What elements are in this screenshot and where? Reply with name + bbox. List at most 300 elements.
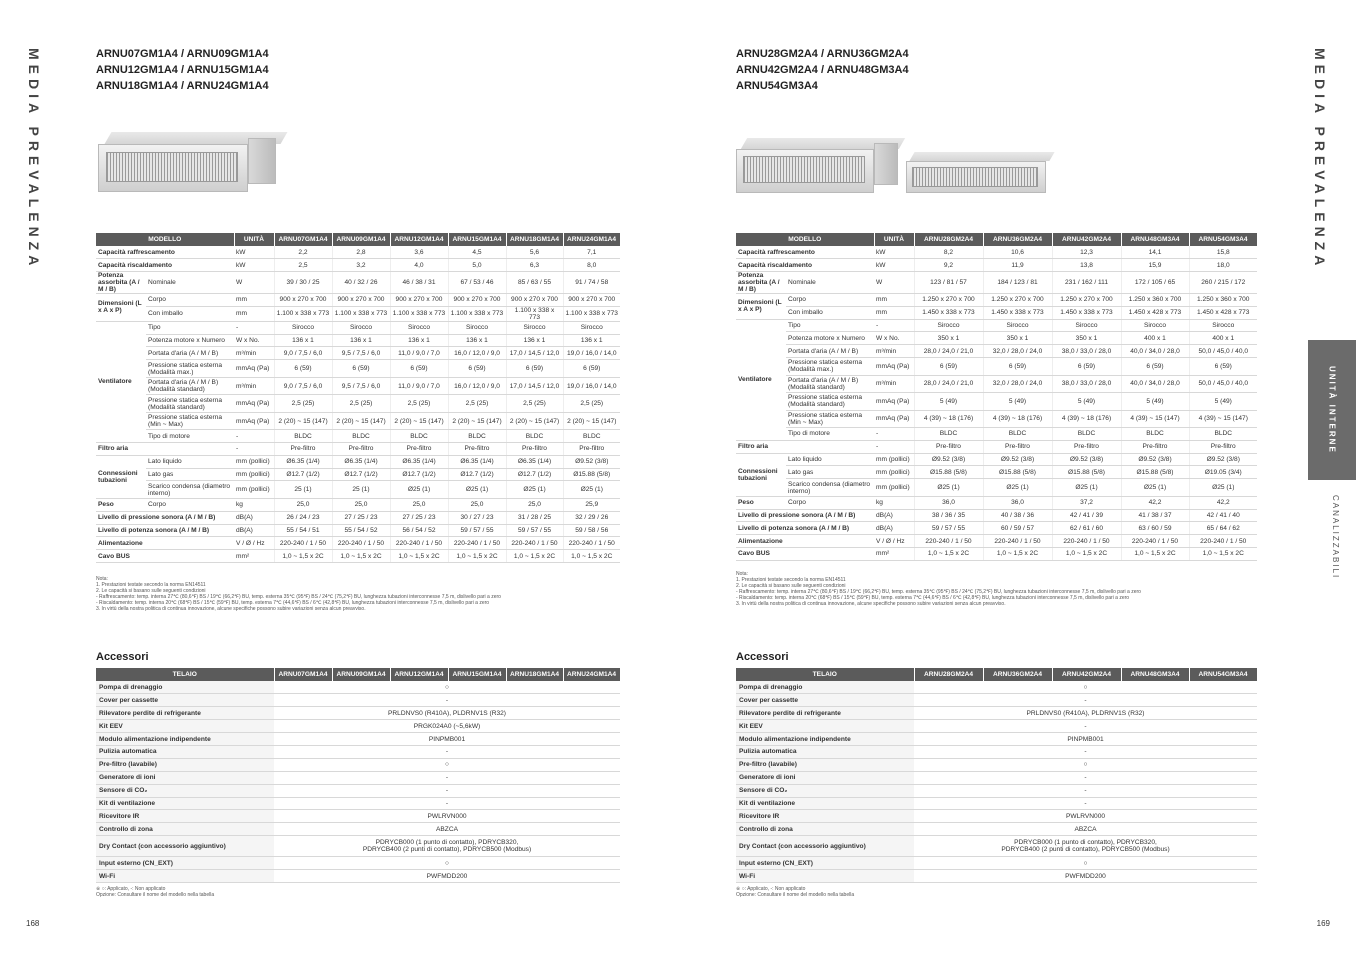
header-frame: TELAIO — [736, 668, 914, 681]
header-model-code: ARNU28GM2A4 — [914, 233, 983, 246]
spec-value: 26 / 24 / 23 — [274, 511, 332, 524]
spec-row — [96, 259, 620, 272]
spec-unit: kg — [874, 496, 914, 509]
spec-unit: mm² — [874, 547, 914, 560]
spec-sub: Nominale — [786, 272, 874, 294]
spec-value: 15,8 — [1189, 246, 1257, 259]
header-model-code: ARNU42GM2A4 — [1052, 668, 1121, 681]
spec-value: 9,2 — [914, 259, 983, 272]
spec-value: 91 / 74 / 58 — [563, 272, 620, 294]
spec-value: Ø15.88 (5/8) — [1121, 466, 1189, 479]
header-model: MODELLO — [96, 233, 234, 246]
spec-unit: mm — [234, 294, 274, 307]
spec-value: 2 (20) ~ 15 (147) — [506, 412, 563, 430]
spec-unit: mm (pollici) — [234, 455, 274, 468]
accessory-value: - — [914, 745, 1257, 758]
spec-value: Ø25 (1) — [1052, 479, 1121, 497]
spec-value: 2,5 (25) — [390, 395, 448, 413]
accessory-value: - — [914, 784, 1257, 797]
spec-value: 136 x 1 — [506, 334, 563, 347]
spec-value: 27 / 25 / 23 — [390, 511, 448, 524]
spec-value: Pre-filtro — [506, 443, 563, 456]
accessory-name: Cover per cassette — [96, 694, 274, 707]
accessory-name: Kit EEV — [736, 720, 914, 733]
note-line: Opzione: Consultare il nome del modello nella tabella — [96, 892, 215, 898]
model-line: ARNU12GM1A4 / ARNU15GM1A4 — [96, 64, 269, 76]
spec-value: 6 (59) — [274, 360, 332, 378]
spec-unit: m³/min — [234, 347, 274, 360]
spec-value: 40 / 38 / 36 — [983, 509, 1052, 522]
spec-value: Sirocco — [1121, 319, 1189, 332]
spec-row — [96, 395, 620, 413]
model-line: ARNU28GM2A4 / ARNU36GM2A4 — [736, 48, 909, 60]
spec-value: Ø12.7 (1/2) — [448, 468, 506, 481]
spec-sub: Lato liquido — [786, 453, 874, 466]
spec-unit: dB(A) — [874, 522, 914, 535]
spec-value: Sirocco — [332, 321, 390, 334]
spec-row — [96, 455, 620, 468]
note-line: - Riscaldamento: temp. interna 20℃ (68℉) BS / 15℃ (59℉) BU, temp. esterna 7℃ (44,6℉) BS / 6℃ (42,8℉) BU, lunghezza tubazioni interconnesse 7,5 m, dislivello pari a zero — [96, 600, 490, 606]
spec-value: 56 / 54 / 52 — [390, 524, 448, 537]
spec-value: 1.100 x 338 x 773 — [448, 306, 506, 321]
page-number: 169 — [1316, 919, 1330, 928]
accessories-title: Accessori — [96, 651, 149, 663]
spec-group: Peso — [736, 496, 786, 509]
spec-label: Livello di potenza sonora (A / M / B) — [736, 522, 874, 535]
spec-unit: mm (pollici) — [874, 466, 914, 479]
spec-value: 2,5 — [274, 259, 332, 272]
spec-value: 350 x 1 — [983, 332, 1052, 345]
spec-value: 30 / 27 / 23 — [448, 511, 506, 524]
accessory-name: Rilevatore perdite di refrigerante — [96, 707, 274, 720]
vertical-section-title: MEDIA PREVALENZA — [1312, 48, 1328, 271]
spec-value: 1,0 ~ 1,5 x 2C — [332, 550, 390, 563]
spec-row — [736, 522, 1257, 535]
accessory-value: ○ — [914, 758, 1257, 771]
spec-value: Ø12.7 (1/2) — [390, 468, 448, 481]
spec-value: 50,0 / 45,0 / 40,0 — [1189, 345, 1257, 358]
spec-unit: kW — [234, 246, 274, 259]
spec-row — [96, 443, 620, 456]
note-line: 1. Prestazioni testate secondo la norma EN14511 — [736, 577, 846, 583]
right-page — [678, 0, 1356, 959]
spec-value: 1.100 x 338 x 773 — [332, 306, 390, 321]
spec-value: BLDC — [983, 428, 1052, 441]
accessory-value: ABZCA — [914, 823, 1257, 836]
spec-value: 8,2 — [914, 246, 983, 259]
spec-group: Peso — [96, 498, 146, 511]
spec-unit: - — [874, 440, 914, 453]
accessory-row — [96, 745, 620, 758]
spec-value: Ø6.35 (1/4) — [390, 455, 448, 468]
spec-unit: kg — [234, 498, 274, 511]
spec-unit: - — [874, 428, 914, 441]
spec-sub: Nominale — [146, 272, 234, 294]
spec-value: Pre-filtro — [448, 443, 506, 456]
spec-sub: Pressione statica esterna (Min ~ Max) — [146, 412, 234, 430]
spec-sub: Portata d'aria (A / M / B) — [146, 347, 234, 360]
spec-label: Alimentazione — [736, 535, 874, 548]
spec-label: Alimentazione — [96, 537, 234, 550]
spec-row — [736, 306, 1257, 319]
header-model-code: ARNU24GM1A4 — [563, 668, 620, 681]
spec-value: Ø9.52 (3/8) — [1052, 453, 1121, 466]
accessory-value: - — [274, 797, 620, 810]
note-line: - Raffrescamento: temp. interna 27℃ (80,6℉) BS / 19℃ (66,2℉) BU, temp. esterna 35℃ (95℉) BS / 24℃ (75,2℉) BU, lunghezza tubazioni interconnesse 7,5 m, dislivello pari a zero — [736, 589, 1141, 595]
spec-value: 136 x 1 — [563, 334, 620, 347]
spec-group: Connessioni tubazioni — [736, 453, 786, 496]
spec-value: 19,0 / 16,0 / 14,0 — [563, 377, 620, 395]
accessory-row — [736, 733, 1257, 746]
spec-sub: Con imballo — [786, 306, 874, 319]
accessory-row — [736, 758, 1257, 771]
spec-value: Ø9.52 (3/8) — [1121, 453, 1189, 466]
spec-label: Livello di pressione sonora (A / M / B) — [736, 509, 874, 522]
spec-value: 60 / 59 / 57 — [983, 522, 1052, 535]
spec-unit: kW — [874, 246, 914, 259]
spec-unit: kW — [234, 259, 274, 272]
spec-value: Ø9.52 (3/8) — [1189, 453, 1257, 466]
spec-value: 2,5 (25) — [448, 395, 506, 413]
accessory-value: PINPMB001 — [914, 733, 1257, 746]
spec-sub: Corpo — [786, 294, 874, 307]
spec-row — [96, 306, 620, 321]
accessory-value: ○ — [274, 758, 620, 771]
spec-value: 1,0 ~ 1,5 x 2C — [274, 550, 332, 563]
spec-value: 16,0 / 12,0 / 9,0 — [448, 377, 506, 395]
spec-value: 184 / 123 / 81 — [983, 272, 1052, 294]
spec-value: 220-240 / 1 / 50 — [563, 537, 620, 550]
page-number: 168 — [26, 919, 40, 928]
spec-value: 400 x 1 — [1189, 332, 1257, 345]
spec-unit: mm — [874, 294, 914, 307]
spec-value: 6 (59) — [1052, 358, 1121, 376]
accessory-name: Kit di ventilazione — [736, 797, 914, 810]
spec-value: Pre-filtro — [914, 440, 983, 453]
accessories-legend — [736, 886, 854, 898]
spec-value: 9,0 / 7,5 / 6,0 — [274, 377, 332, 395]
spec-label: Cavo BUS — [96, 550, 234, 563]
accessory-value: - — [914, 771, 1257, 784]
accessory-row — [96, 784, 620, 797]
spec-label: Filtro aria — [96, 443, 234, 456]
accessory-row — [96, 857, 620, 870]
spec-sub: Lato gas — [146, 468, 234, 481]
accessory-name: Controllo di zona — [736, 823, 914, 836]
spec-value: Ø25 (1) — [1121, 479, 1189, 497]
accessory-row — [96, 771, 620, 784]
spec-value: Pre-filtro — [1189, 440, 1257, 453]
spec-row — [736, 496, 1257, 509]
spec-value: 1.100 x 338 x 773 — [563, 306, 620, 321]
spec-value: 2 (20) ~ 15 (147) — [274, 412, 332, 430]
spec-value: 59 / 57 / 55 — [914, 522, 983, 535]
accessory-value: ABZCA — [274, 823, 620, 836]
spec-value: 3,2 — [332, 259, 390, 272]
spec-value: 900 x 270 x 700 — [274, 294, 332, 307]
spec-sub: Potenza motore x Numero — [786, 332, 874, 345]
spec-value: 5 (49) — [914, 393, 983, 411]
spec-value: 5 (49) — [1189, 393, 1257, 411]
note-line: Opzione: Consultare il nome del modello nella tabella — [736, 892, 855, 898]
spec-unit: V / Ø / Hz — [874, 535, 914, 548]
spec-value: 1.250 x 360 x 700 — [1189, 294, 1257, 307]
spec-row — [736, 466, 1257, 479]
spec-value: 36,0 — [914, 496, 983, 509]
spec-value: 2,5 (25) — [563, 395, 620, 413]
header-model: MODELLO — [736, 233, 874, 246]
accessory-name: Pulizia automatica — [736, 745, 914, 758]
spec-row — [736, 547, 1257, 560]
spec-value: Ø15.88 (5/8) — [914, 466, 983, 479]
spec-row — [96, 412, 620, 430]
spec-value: 4 (39) ~ 15 (147) — [1189, 410, 1257, 428]
spec-value: 220-240 / 1 / 50 — [390, 537, 448, 550]
spec-row — [96, 481, 620, 499]
spec-value: 10,6 — [983, 246, 1052, 259]
spec-value: Ø12.7 (1/2) — [332, 468, 390, 481]
spec-value: 1,0 ~ 1,5 x 2C — [390, 550, 448, 563]
accessory-value: - — [914, 720, 1257, 733]
note-line: ※ ○: Applicato, -: Non applicato — [736, 886, 806, 892]
accessory-value: - — [274, 784, 620, 797]
note-line: 3. In virtù della nostra politica di continua innovazione, alcune specifiche possono subire variazioni senza alcun preavviso. — [736, 601, 1006, 607]
spec-value: 1.450 x 428 x 773 — [1121, 306, 1189, 319]
spec-value: BLDC — [390, 430, 448, 443]
spec-value: BLDC — [332, 430, 390, 443]
spec-value: BLDC — [1189, 428, 1257, 441]
note-line: ※ ○: Applicato, -: Non applicato — [96, 886, 166, 892]
spec-value: Ø6.35 (1/4) — [274, 455, 332, 468]
accessory-name: Pre-filtro (lavabile) — [96, 758, 274, 771]
spec-value: 400 x 1 — [1121, 332, 1189, 345]
spec-value: 350 x 1 — [1052, 332, 1121, 345]
note-line: Nota: — [96, 576, 108, 582]
spec-value: 25 (1) — [332, 481, 390, 499]
spec-group: Potenza assorbita (A / M / B) — [96, 272, 146, 294]
accessory-value: ○ — [914, 857, 1257, 870]
spec-value: Ø25 (1) — [390, 481, 448, 499]
accessory-name: Generatore di ioni — [96, 771, 274, 784]
spec-value: 4,5 — [448, 246, 506, 259]
spec-unit: mmAq (Pa) — [234, 360, 274, 378]
spec-row — [736, 479, 1257, 497]
spec-value: 1.450 x 338 x 773 — [914, 306, 983, 319]
accessory-name: Dry Contact (con accessorio aggiuntivo) — [736, 836, 914, 857]
spec-value: 2,8 — [332, 246, 390, 259]
spec-row — [736, 345, 1257, 358]
spec-value: 1.250 x 270 x 700 — [1052, 294, 1121, 307]
spec-value: 136 x 1 — [274, 334, 332, 347]
ducted-unit-image-large — [906, 152, 1054, 194]
accessory-value: PWFMDD200 — [274, 870, 620, 883]
accessory-row — [736, 771, 1257, 784]
spec-value: Ø25 (1) — [563, 481, 620, 499]
accessory-row — [736, 707, 1257, 720]
spec-value: 220-240 / 1 / 50 — [983, 535, 1052, 548]
spec-sub: Tipo — [786, 319, 874, 332]
accessory-row — [96, 707, 620, 720]
spec-value: 6 (59) — [506, 360, 563, 378]
spec-row — [96, 321, 620, 334]
spec-notes — [96, 576, 501, 612]
spec-value: 136 x 1 — [390, 334, 448, 347]
spec-row — [96, 550, 620, 563]
spec-value: 6 (59) — [448, 360, 506, 378]
spec-label: Livello di pressione sonora (A / M / B) — [96, 511, 234, 524]
spec-value: 55 / 54 / 52 — [332, 524, 390, 537]
spec-label: Filtro aria — [736, 440, 874, 453]
spec-value: 38,0 / 33,0 / 28,0 — [1052, 375, 1121, 393]
note-line: 2. Le capacità si basano sulle seguenti condizioni — [736, 583, 846, 589]
spec-value: 220-240 / 1 / 50 — [914, 535, 983, 548]
spec-value: 123 / 81 / 57 — [914, 272, 983, 294]
spec-value: 62 / 61 / 60 — [1052, 522, 1121, 535]
accessory-value: PRGK024A0 (~5,6kW) — [274, 720, 620, 733]
accessory-name: Modulo alimentazione indipendente — [736, 733, 914, 746]
spec-row — [96, 347, 620, 360]
spec-value: 27 / 25 / 23 — [332, 511, 390, 524]
spec-row — [96, 377, 620, 395]
spec-value: Ø15.88 (5/8) — [1052, 466, 1121, 479]
spec-value: 6,3 — [506, 259, 563, 272]
spec-value: 5 (49) — [1052, 393, 1121, 411]
spec-sub: Corpo — [146, 294, 234, 307]
accessory-value: PDRYCB000 (1 punto di contatto), PDRYCB320, PDRYCB400 (2 punti di contatto), PDRYCB500 (Modbus) — [914, 836, 1257, 857]
spec-value: Pre-filtro — [1121, 440, 1189, 453]
spec-row — [96, 272, 620, 294]
spec-value: Ø12.7 (1/2) — [274, 468, 332, 481]
accessory-row — [736, 694, 1257, 707]
spec-row — [736, 294, 1257, 307]
accessory-row — [96, 758, 620, 771]
spec-unit: mm — [874, 306, 914, 319]
spec-value: 1.250 x 360 x 700 — [1121, 294, 1189, 307]
spec-unit: mmAq (Pa) — [874, 358, 914, 376]
spec-unit: - — [874, 319, 914, 332]
spec-value: 25,0 — [448, 498, 506, 511]
model-line: ARNU18GM1A4 / ARNU24GM1A4 — [96, 80, 269, 92]
spec-value: 17,0 / 14,5 / 12,0 — [506, 347, 563, 360]
spec-unit: mmAq (Pa) — [874, 410, 914, 428]
accessory-name: Kit di ventilazione — [96, 797, 274, 810]
accessories-title: Accessori — [736, 651, 789, 663]
spec-value: 11,0 / 9,0 / 7,0 — [390, 377, 448, 395]
accessory-value: - — [274, 745, 620, 758]
spec-value: 13,8 — [1052, 259, 1121, 272]
spec-value: Ø15.88 (5/8) — [983, 466, 1052, 479]
accessory-row — [736, 810, 1257, 823]
spec-table — [736, 233, 1258, 561]
spec-unit: - — [234, 443, 274, 456]
spec-value: Sirocco — [563, 321, 620, 334]
spec-value: 15,9 — [1121, 259, 1189, 272]
accessory-value: PRLDNVS0 (R410A), PLDRNV1S (R32) — [914, 707, 1257, 720]
spec-value: 220-240 / 1 / 50 — [1121, 535, 1189, 548]
accessory-row — [96, 733, 620, 746]
note-line: 1. Prestazioni testate secondo la norma EN14511 — [96, 582, 206, 588]
accessory-row — [736, 797, 1257, 810]
spec-row — [96, 360, 620, 378]
spec-value: 350 x 1 — [914, 332, 983, 345]
spec-value: Ø25 (1) — [448, 481, 506, 499]
spec-unit: W — [234, 272, 274, 294]
accessory-row — [96, 681, 620, 694]
spec-sub: Potenza motore x Numero — [146, 334, 234, 347]
spec-value: 900 x 270 x 700 — [390, 294, 448, 307]
spec-value: 7,1 — [563, 246, 620, 259]
spec-value: 900 x 270 x 700 — [506, 294, 563, 307]
spec-row — [736, 358, 1257, 376]
spec-unit: W — [874, 272, 914, 294]
spec-value: Sirocco — [914, 319, 983, 332]
spec-value: 12,3 — [1052, 246, 1121, 259]
spec-label: Capacità riscaldamento — [736, 259, 874, 272]
spec-value: Sirocco — [1189, 319, 1257, 332]
spec-value: 8,0 — [563, 259, 620, 272]
spec-value: Ø19.05 (3/4) — [1189, 466, 1257, 479]
spec-value: 9,5 / 7,5 / 6,0 — [332, 347, 390, 360]
accessory-row — [736, 681, 1257, 694]
spec-group: Ventilatore — [736, 319, 786, 440]
accessory-name: Generatore di ioni — [736, 771, 914, 784]
spec-unit: - — [234, 430, 274, 443]
spec-value: 14,1 — [1121, 246, 1189, 259]
spec-value: Ø6.35 (1/4) — [506, 455, 563, 468]
spec-unit: mmAq (Pa) — [234, 395, 274, 413]
spec-value: 59 / 57 / 55 — [506, 524, 563, 537]
accessory-row — [736, 870, 1257, 883]
spec-value: 6 (59) — [563, 360, 620, 378]
spec-sub: Corpo — [146, 498, 234, 511]
accessories-legend — [96, 886, 214, 898]
spec-value: 6 (59) — [390, 360, 448, 378]
spec-value: 55 / 54 / 51 — [274, 524, 332, 537]
header-model-code: ARNU48GM3A4 — [1121, 668, 1189, 681]
spec-value: BLDC — [274, 430, 332, 443]
spec-value: Sirocco — [390, 321, 448, 334]
header-model-code: ARNU07GM1A4 — [274, 233, 332, 246]
spec-unit: - — [234, 321, 274, 334]
spec-value: 65 / 64 / 62 — [1189, 522, 1257, 535]
spec-value: 4 (39) ~ 18 (176) — [1052, 410, 1121, 428]
spec-value: 1,0 ~ 1,5 x 2C — [1121, 547, 1189, 560]
spec-value: 37,2 — [1052, 496, 1121, 509]
spec-value: 220-240 / 1 / 50 — [1052, 535, 1121, 548]
spec-value: 9,0 / 7,5 / 6,0 — [274, 347, 332, 360]
accessory-row — [736, 836, 1257, 857]
spec-value: 220-240 / 1 / 50 — [1189, 535, 1257, 548]
note-line: - Raffrescamento: temp. interna 27℃ (80,6℉) BS / 19℃ (66,2℉) BU, temp. esterna 35℃ (95℉) BS / 24℃ (75,2℉) BU, lunghezza tubazioni interconnesse 7,5 m, dislivello pari a zero — [96, 594, 501, 600]
spec-sub: Pressione statica esterna (Modalità max.) — [146, 360, 234, 378]
spec-sub: Scarico condensa (diametro interno) — [146, 481, 234, 499]
spec-group: Connessioni tubazioni — [96, 455, 146, 498]
spec-value: 900 x 270 x 700 — [448, 294, 506, 307]
accessory-name: Pompa di drenaggio — [736, 681, 914, 694]
spec-sub: Tipo di motore — [786, 428, 874, 441]
accessory-row — [736, 720, 1257, 733]
spec-value: 220-240 / 1 / 50 — [274, 537, 332, 550]
spec-value: 42,2 — [1121, 496, 1189, 509]
accessory-row — [96, 694, 620, 707]
spec-value: 11,0 / 9,0 / 7,0 — [390, 347, 448, 360]
accessory-name: Input esterno (CN_EXT) — [736, 857, 914, 870]
accessory-name: Ricevitore IR — [96, 810, 274, 823]
spec-unit: V / Ø / Hz — [234, 537, 274, 550]
spec-value: 11,9 — [983, 259, 1052, 272]
spec-row — [736, 272, 1257, 294]
accessory-value: ○ — [914, 681, 1257, 694]
